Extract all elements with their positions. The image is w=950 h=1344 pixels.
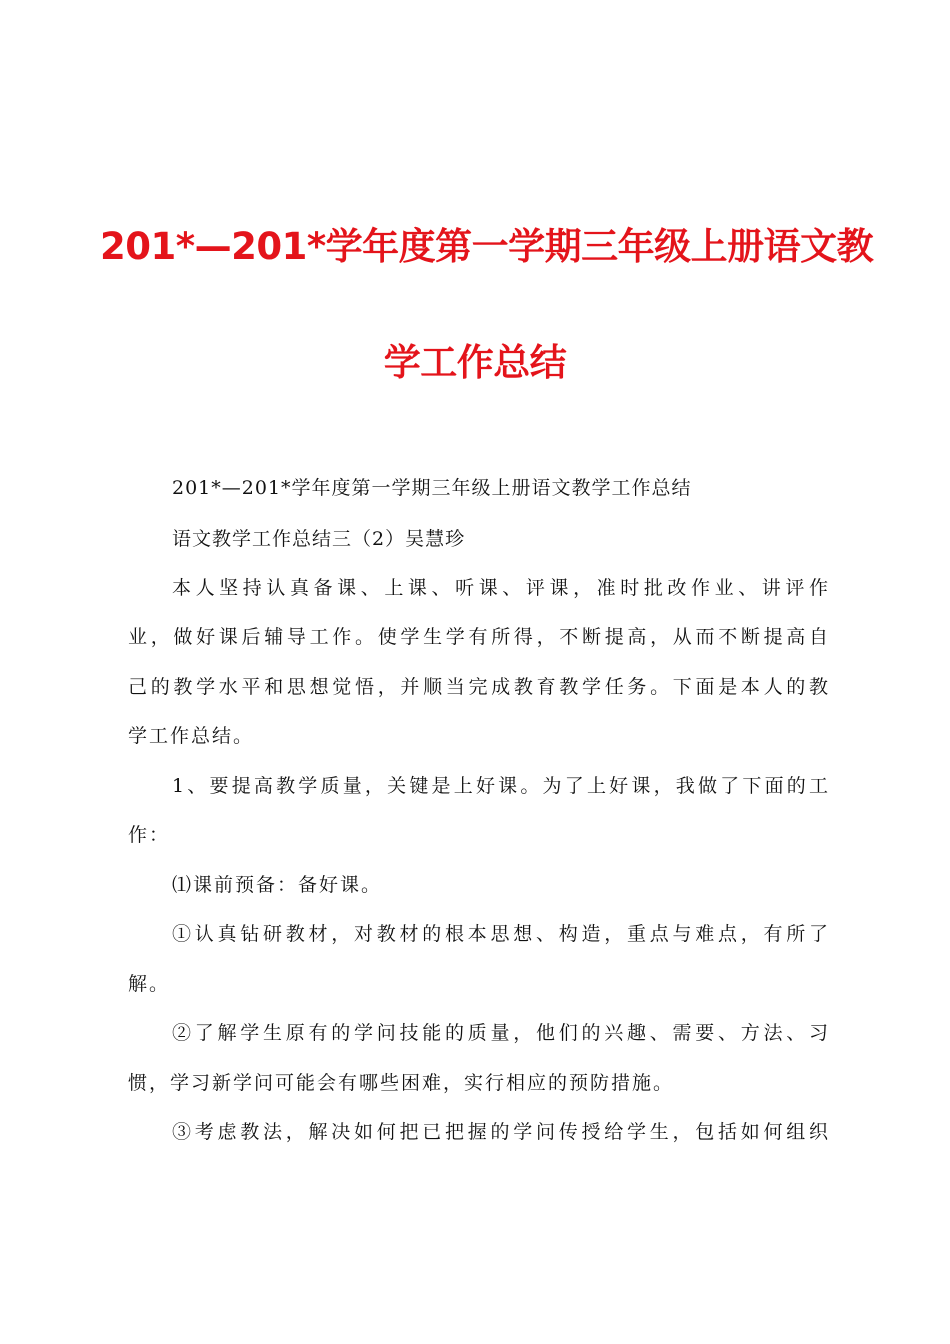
- paragraph-2-line-1: 1、要提高教学质量，关键是上好课。为了上好课，我做了下面的工: [172, 775, 828, 797]
- item-2-line-1: ②了解学生原有的学问技能的质量，他们的兴趣、需要、方法、习: [172, 1022, 828, 1044]
- document-subheading: 语文教学工作总结三（2）吴慧珍: [172, 528, 466, 550]
- paragraph-1-line-2: 业，做好课后辅导工作。使学生学有所得，不断提高，从而不断提高自: [128, 626, 828, 648]
- document-heading: 201*—201*学年度第一学期三年级上册语文教学工作总结: [172, 477, 692, 499]
- item-2-line-2: 惯，学习新学问可能会有哪些困难，实行相应的预防措施。: [128, 1072, 675, 1094]
- paragraph-1-line-4: 学工作总结。: [128, 725, 255, 747]
- paragraph-1-line-1: 本人坚持认真备课、上课、听课、评课，准时批改作业、讲评作: [172, 577, 828, 599]
- document-title-line-1: 201*—201*学年度第一学期三年级上册语文教: [100, 225, 874, 268]
- item-1-line-2: 解。: [128, 973, 171, 995]
- item-1-line-1: ①认真钻研教材，对教材的根本思想、构造，重点与难点，有所了: [172, 923, 828, 945]
- paragraph-2-line-2: 作：: [128, 824, 171, 846]
- paragraph-1-line-3: 己的教学水平和思想觉悟，并顺当完成教育教学任务。下面是本人的教: [128, 676, 828, 698]
- item-3-line-1: ③考虑教法，解决如何把已把握的学问传授给学生，包括如何组织: [172, 1121, 828, 1143]
- section-1-heading: ⑴课前预备：备好课。: [172, 874, 383, 896]
- document-title-line-2: 学工作总结: [383, 341, 567, 384]
